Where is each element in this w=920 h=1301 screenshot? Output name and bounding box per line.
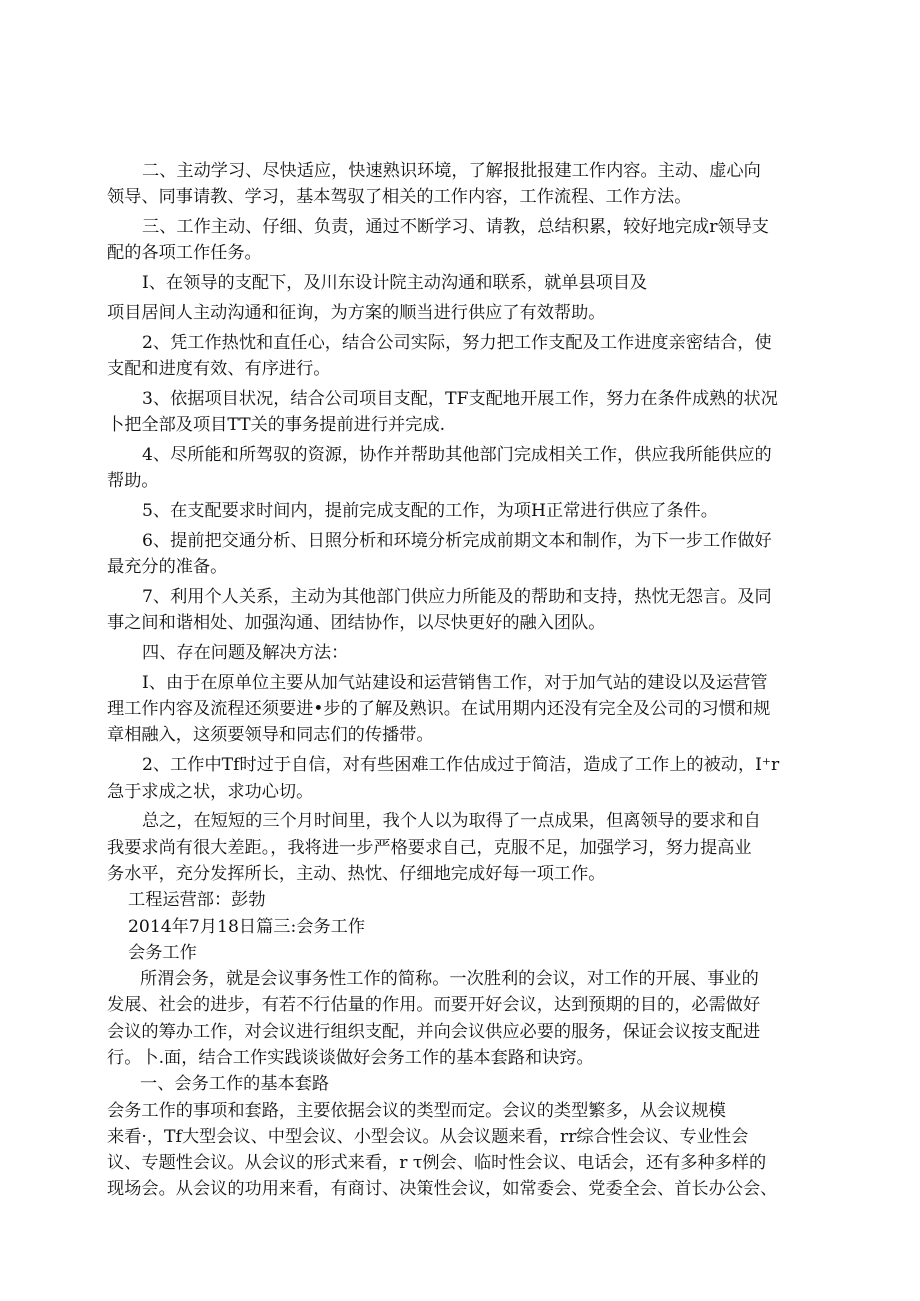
text-line: 6、提前把交通分析、日照分析和环境分析完成前期文本和制作，为下一步工作做好	[142, 530, 772, 551]
text-line: 2、工作中Tf时过于自信，对有些困难工作估成过于简洁，造成了工作上的被动，I⁺r	[142, 755, 780, 776]
text-line: 领导、同事请教、学习，基本驾驭了相关的工作内容，工作流程、工作方法。	[107, 187, 692, 208]
text-line: 二、主动学习、尽快适应，快速熟识环境，了解报批报建工作内容。主动、虚心向	[142, 161, 761, 181]
text-line: 章相融入，这须要领导和同志们的传播带。	[107, 725, 434, 746]
text-line: I、在领导的支配下，及川东设计院主动沟通和联系，就单县项目及	[142, 273, 648, 294]
text-line: 我要求尚有很大差距。，我将进一步严格要求自己，克服不足，加强学习，努力提高业	[107, 837, 752, 858]
text-line: 卜把全部及项目TT关的事务提前进行并完成.	[107, 415, 446, 436]
text-line: I、由于在原单位主要从加气站建设和运营销售工作，对于加气站的建设以及运营管	[142, 672, 768, 693]
text-line: 总之，在短短的三个月时间里，我个人以为取得了一点成果，但离领导的要求和自	[142, 811, 761, 832]
text-line: 事之间和谐相处、加强沟通、团结协作，以尽快更好的融入团队。	[107, 613, 606, 634]
text-line: 四、存在问题及解决方法：	[142, 643, 349, 664]
text-line: 所渭会务，就是会议事务性工作的简称。一次胜利的会议，对工作的开展、事业的	[140, 969, 759, 990]
text-line: 最充分的准备。	[107, 557, 228, 578]
text-line: 现场会。从会议的功用来看，有商讨、决策性会议，如常委会、党委全会、首长办公会、	[107, 1179, 778, 1200]
text-line: 帮助。	[107, 471, 159, 492]
text-line: 急于求成之状，求功心切。	[107, 781, 314, 802]
text-line: 4、尽所能和所驾驭的资源，协作并帮助其他部门完成相关工作，供应我所能供应的	[142, 444, 772, 465]
text-line: 2、凭工作热忱和直任心，结合公司实际，努力把工作支配及工作进度亲密结合，使	[142, 332, 772, 353]
text-line: 来看·，Tf大型会议、中型会议、小型会议。从会议题来看，rr综合性会议、专业性会	[107, 1126, 749, 1147]
text-line: 理工作内容及流程还须要进•步的了解及熟识。在试用期内还没有完全及公司的习惯和规	[107, 699, 771, 720]
text-line: 三、工作主动、仔细、负责，通过不断学习、请教，总结积累，较好地完成r领导支	[142, 217, 769, 238]
text-line: 支配和进度有效、有序进行。	[107, 359, 331, 380]
text-line: 议、专题性会议。从会议的形式来看，r τ例会、临时性会议、电话会，还有多种多样的	[107, 1153, 767, 1174]
document-body	[107, 158, 813, 1203]
text-line: 行。卜.面，结合工作实践谈谈做好会务工作的基本套路和诀窍。	[107, 1048, 594, 1068]
signature-line: 工程运营部：彭勃	[128, 890, 266, 911]
text-line: 会务工作的事项和套路，主要依据会议的类型而定。会议的类型繁多，从会议规模	[107, 1100, 726, 1121]
subsection-heading: 一、会务工作的基本套路	[140, 1074, 330, 1095]
text-line: 会议的筹办工作，对会议进行组织支配，并向会议供应必要的服务，保证会议按支配进	[107, 1021, 761, 1042]
text-line: 3、依据项目状况，结合公司项目支配，TF支配地开展工作，努力在条件成熟的状况	[142, 388, 778, 409]
date-heading: 2014年7月18日篇三:会务工作	[128, 916, 366, 937]
section-title: 会务工作	[128, 942, 197, 963]
text-line: 5、在支配要求时间内，提前完成支配的工作，为项H正常进行供应了条件。	[142, 501, 718, 522]
text-line: 项目居间人主动沟通和征询，为方案的顺当进行供应了有效帮助。	[107, 302, 606, 323]
text-line: 7、利用个人关系，主动为其他部门供应力所能及的帮助和支持，热忱无怨言。及同	[142, 586, 772, 607]
text-line: 发展、社会的进步，有若不行估量的作用。而要开好会议，达到预期的目的，必需做好	[107, 995, 761, 1016]
text-line: 务水平，充分发挥所长，主动、热忱、仔细地完成好每一项工作。	[107, 863, 606, 884]
text-line: 配的各项工作任务。	[107, 243, 262, 264]
